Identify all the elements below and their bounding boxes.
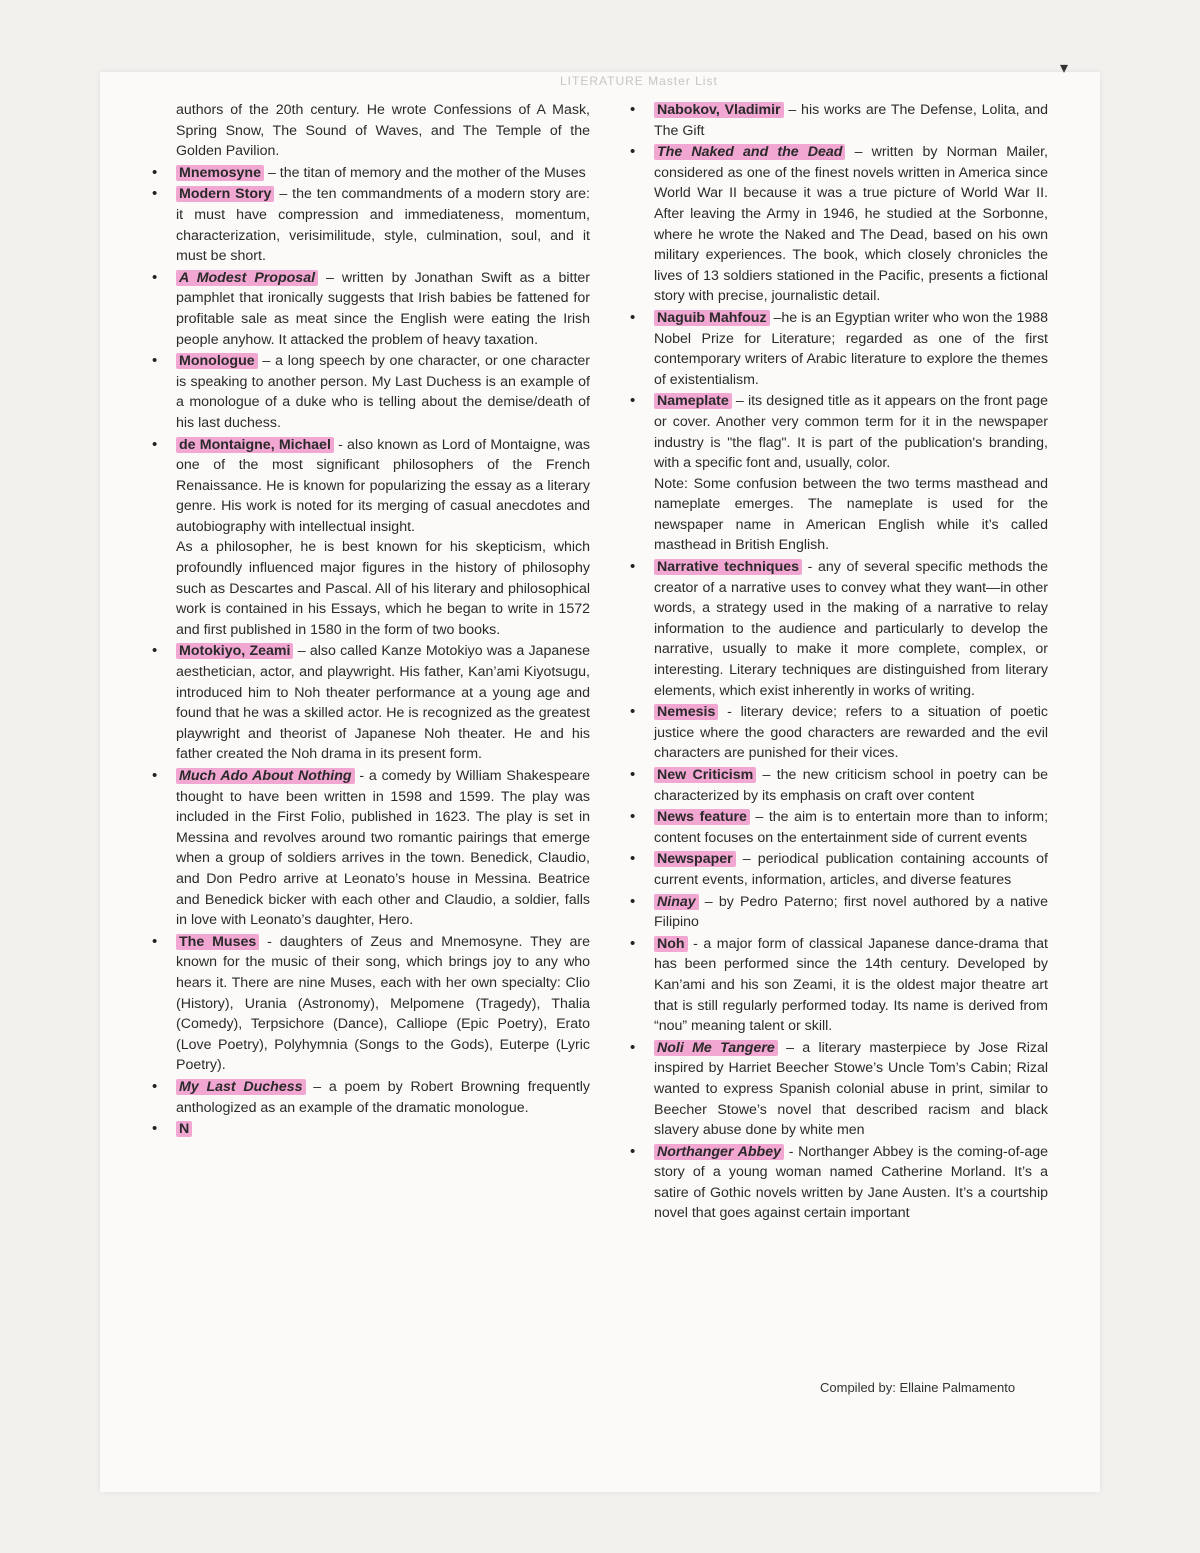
glossary-entry [150, 766, 590, 931]
entry-definition: - a major form of classical Japanese dance-drama that has been performed since the 14th century. Developed by Kan’ami and his son Zeami, it is the oldest major theatre art that is still regularly performed today. Its name is derived from “nou” meaning talent or skill. [654, 935, 1048, 1035]
entry-term: Modern Story [176, 186, 274, 202]
entry-term: de Montaigne, Michael [176, 437, 334, 453]
entry-definition: – its designed title as it appears on the front page or cover. Another very common term for it in the newspaper industry is "the flag". It is part of the publication's branding, with a specific font and, usually, color. [654, 393, 1048, 472]
entry-definition: – the aim is to entertain more than to inform; content focuses on the entertainment side of current events [654, 809, 1049, 846]
entry-definition: – periodical publication containing accounts of current events, information, articles, and diverse features [654, 851, 1048, 888]
glossary-entry [628, 849, 1048, 890]
glossary-entry [628, 557, 1048, 701]
glossary-entry [150, 435, 590, 641]
entry-definition: - a comedy by William Shakespeare thought to have been written in 1598 and 1599. The play was included in the First Folio, published in 1623. The play is set in Messina and revolves around two romantic pairings that emerge when a group of soldiers arrives in the town. Benedick, Claudio, and Don Pedro arrive at Leonato’s house in Messina. Beatrice and Benedick bicker with each other and Claudio, a soldier, falls in love with Leonato’s daughter, Hero. [176, 768, 590, 929]
entry-definition: – the titan of memory and the mother of the Muses [264, 164, 586, 181]
glossary-entry [150, 163, 590, 184]
glossary-entry [150, 932, 590, 1076]
entry-term: N [176, 1121, 192, 1137]
entry-note: As a philosopher, he is best known for his skepticism, which profoundly influenced major figures in the history of philosophy such as Descartes and Pascal. All of his literary and philosophical work is contained in his Essays, which he began to write in 1572 and first published in 1580 in the form of two books. [176, 539, 590, 638]
left-column [150, 100, 590, 1141]
entry-note: Note: Some confusion between the two terms masthead and nameplate emerges. The nameplate is used for the newspaper name in American English while it’s called masthead in British English. [654, 475, 1048, 554]
entry-definition: - any of several specific methods the creator of a narrative uses to convey what they want—in other words, a strategy used in the making of a narrative to relay information to the audience and particularly to develop the narrative, usually to make it more complete, complex, or interesting. Literary techniques are distinguished from literary elements, which exist inherently in works of writing. [654, 559, 1048, 699]
entry-definition: – a literary masterpiece by Jose Rizal inspired by Harriet Beecher Stowe’s Uncle Tom’s Cabin; Rizal wanted to express Spanish colonial abuse in print, similar to Beecher Stowe’s novel that described racism and black slavery abuse done by white men [654, 1039, 1048, 1139]
entry-term: Monologue [176, 353, 258, 369]
entry-term: Northanger Abbey [654, 1144, 784, 1160]
glossary-entry [150, 351, 590, 433]
glossary-entry [628, 892, 1048, 933]
glossary-entry [628, 100, 1048, 141]
entry-term: Noh [654, 936, 688, 952]
entry-term: Nabokov, Vladimir [654, 102, 784, 118]
entry-term: Newspaper [654, 851, 736, 867]
entry-term: Noli Me Tangere [654, 1040, 778, 1056]
entry-definition: –he is an Egyptian writer who won the 1988 Nobel Prize for Literature; regarded as one of the first contemporary writers of Arabic literature to explore the themes of existentialism. [654, 309, 1049, 388]
entry-definition: – also called Kanze Motokiyo was a Japanese aesthetician, actor, and playwright. His father, Kan’ami Kiyotsugu, introduced him to Noh theater performance at a young age and found that he was a skilled actor. He is recognized as the greatest playwright and theorist of Japanese Noh theater. He and his father created the Noh drama in its present form. [176, 643, 590, 763]
glossary-entry [628, 308, 1048, 390]
compiled-by: Compiled by: Ellaine Palmamento [820, 1380, 1016, 1395]
entry-definition: – his works are The Defense, Lolita, and The Gift [654, 102, 1048, 139]
entry-definition: - Northanger Abbey is the coming-of-age story of a young woman named Catherine Morland. It’s a satire of Gothic novels written by Jane Austen. It’s a courtship novel that goes against certain important [654, 1143, 1048, 1222]
entry-definition: authors of the 20th century. He wrote Confessions of A Mask, Spring Snow, The Sound of Waves, and The Temple of the Golden Pavilion. [176, 102, 590, 160]
glossary-entry [628, 765, 1048, 806]
glossary-entry [150, 1077, 590, 1118]
entry-term: The Muses [176, 934, 259, 950]
entry-term: Mnemosyne [176, 165, 264, 181]
right-entry-list [628, 100, 1048, 1224]
entry-definition: – a poem by Robert Browning frequently anthologized as an example of the dramatic monologue. [176, 1078, 591, 1116]
glossary-entry [150, 641, 590, 765]
glossary-entry [150, 268, 590, 350]
entry-term: Nemesis [654, 704, 718, 720]
page-header: LITERATURE Master List [560, 74, 718, 88]
glossary-entry [150, 184, 590, 266]
entry-definition: - daughters of Zeus and Mnemosyne. They are known for the music of their song, which brings joy to any who hears it. There are nine Muses, each with her own specialty: Clio (History), Urania (Astronomy), Melpomene (Tragedy), Thalia (Comedy), Terpsichore (Dance), Calliope (Epic Poetry), Erato (Love Poetry), Polyhymnia (Songs to the Gods), Euterpe (Lyric Poetry). [176, 933, 590, 1074]
entry-term: A Modest Proposal [176, 270, 318, 286]
entry-term: New Criticism [654, 767, 756, 783]
entry-term: Much Ado About Nothing [176, 768, 355, 784]
entry-term: The Naked and the Dead [654, 144, 845, 160]
entry-definition: – by Pedro Paterno; first novel authored by a native Filipino [654, 893, 1048, 931]
glossary-entry [628, 1142, 1048, 1224]
glossary-entry [150, 1119, 590, 1140]
entry-definition: – the new criticism school in poetry can be characterized by its emphasis on craft over content [654, 767, 1048, 804]
entry-term: Narrative techniques [654, 559, 802, 575]
right-column [628, 100, 1048, 1225]
glossary-entry [628, 702, 1048, 764]
entry-term: Naguib Mahfouz [654, 310, 770, 326]
entry-term: My Last Duchess [176, 1079, 306, 1095]
glossary-entry [150, 100, 590, 162]
entry-definition: – written by Jonathan Swift as a bitter pamphlet that ironically suggests that Irish babies be fattened for profitable sale as meat since the English were eating the Irish people anyhow. It attacked the problem of heavy taxation. [176, 269, 591, 348]
entry-term: Motokiyo, Zeami [176, 643, 293, 659]
glossary-entry [628, 807, 1048, 848]
entry-term: News feature [654, 809, 750, 825]
glossary-entry [628, 1038, 1048, 1141]
glossary-entry [628, 142, 1048, 307]
glossary-entry [628, 391, 1048, 556]
glossary-entry [628, 934, 1048, 1037]
corner-mark: ▾ [1060, 60, 1069, 77]
left-entry-list [150, 100, 590, 1140]
entry-definition: - also known as Lord of Montaigne, was one of the most significant philosophers of the French Renaissance. He is known for popularizing the essay as a literary genre. His work is noted for its merging of casual anecdotes and autobiography with intellectual insight. [176, 436, 591, 535]
entry-definition: – a long speech by one character, or one character is speaking to another person. My Last Duchess is an example of a monologue of a duke who is telling about the demise/death of his last duchess. [176, 353, 590, 431]
entry-definition: – the ten commandments of a modern story are: it must have compression and immediateness, momentum, characterization, verisimilitude, style, culmination, soul, and it must be short. [176, 186, 590, 265]
entry-definition: - literary device; refers to a situation of poetic justice where the good characters are rewarded and the evil characters are punished for their vices. [654, 704, 1048, 762]
entry-term: Ninay [654, 894, 699, 910]
entry-term: Nameplate [654, 393, 732, 409]
entry-definition: – written by Norman Mailer, considered as one of the finest novels written in America since World War II because it was a true picture of World War II. After leaving the Army in 1946, he studied at the Sorbonne, where he wrote the Naked and The Dead, based on his own military experiences. The book, which closely chronicles the lives of 13 soldiers stationed in the Pacific, presents a fictional story with precise, journalistic detail. [654, 144, 1048, 305]
